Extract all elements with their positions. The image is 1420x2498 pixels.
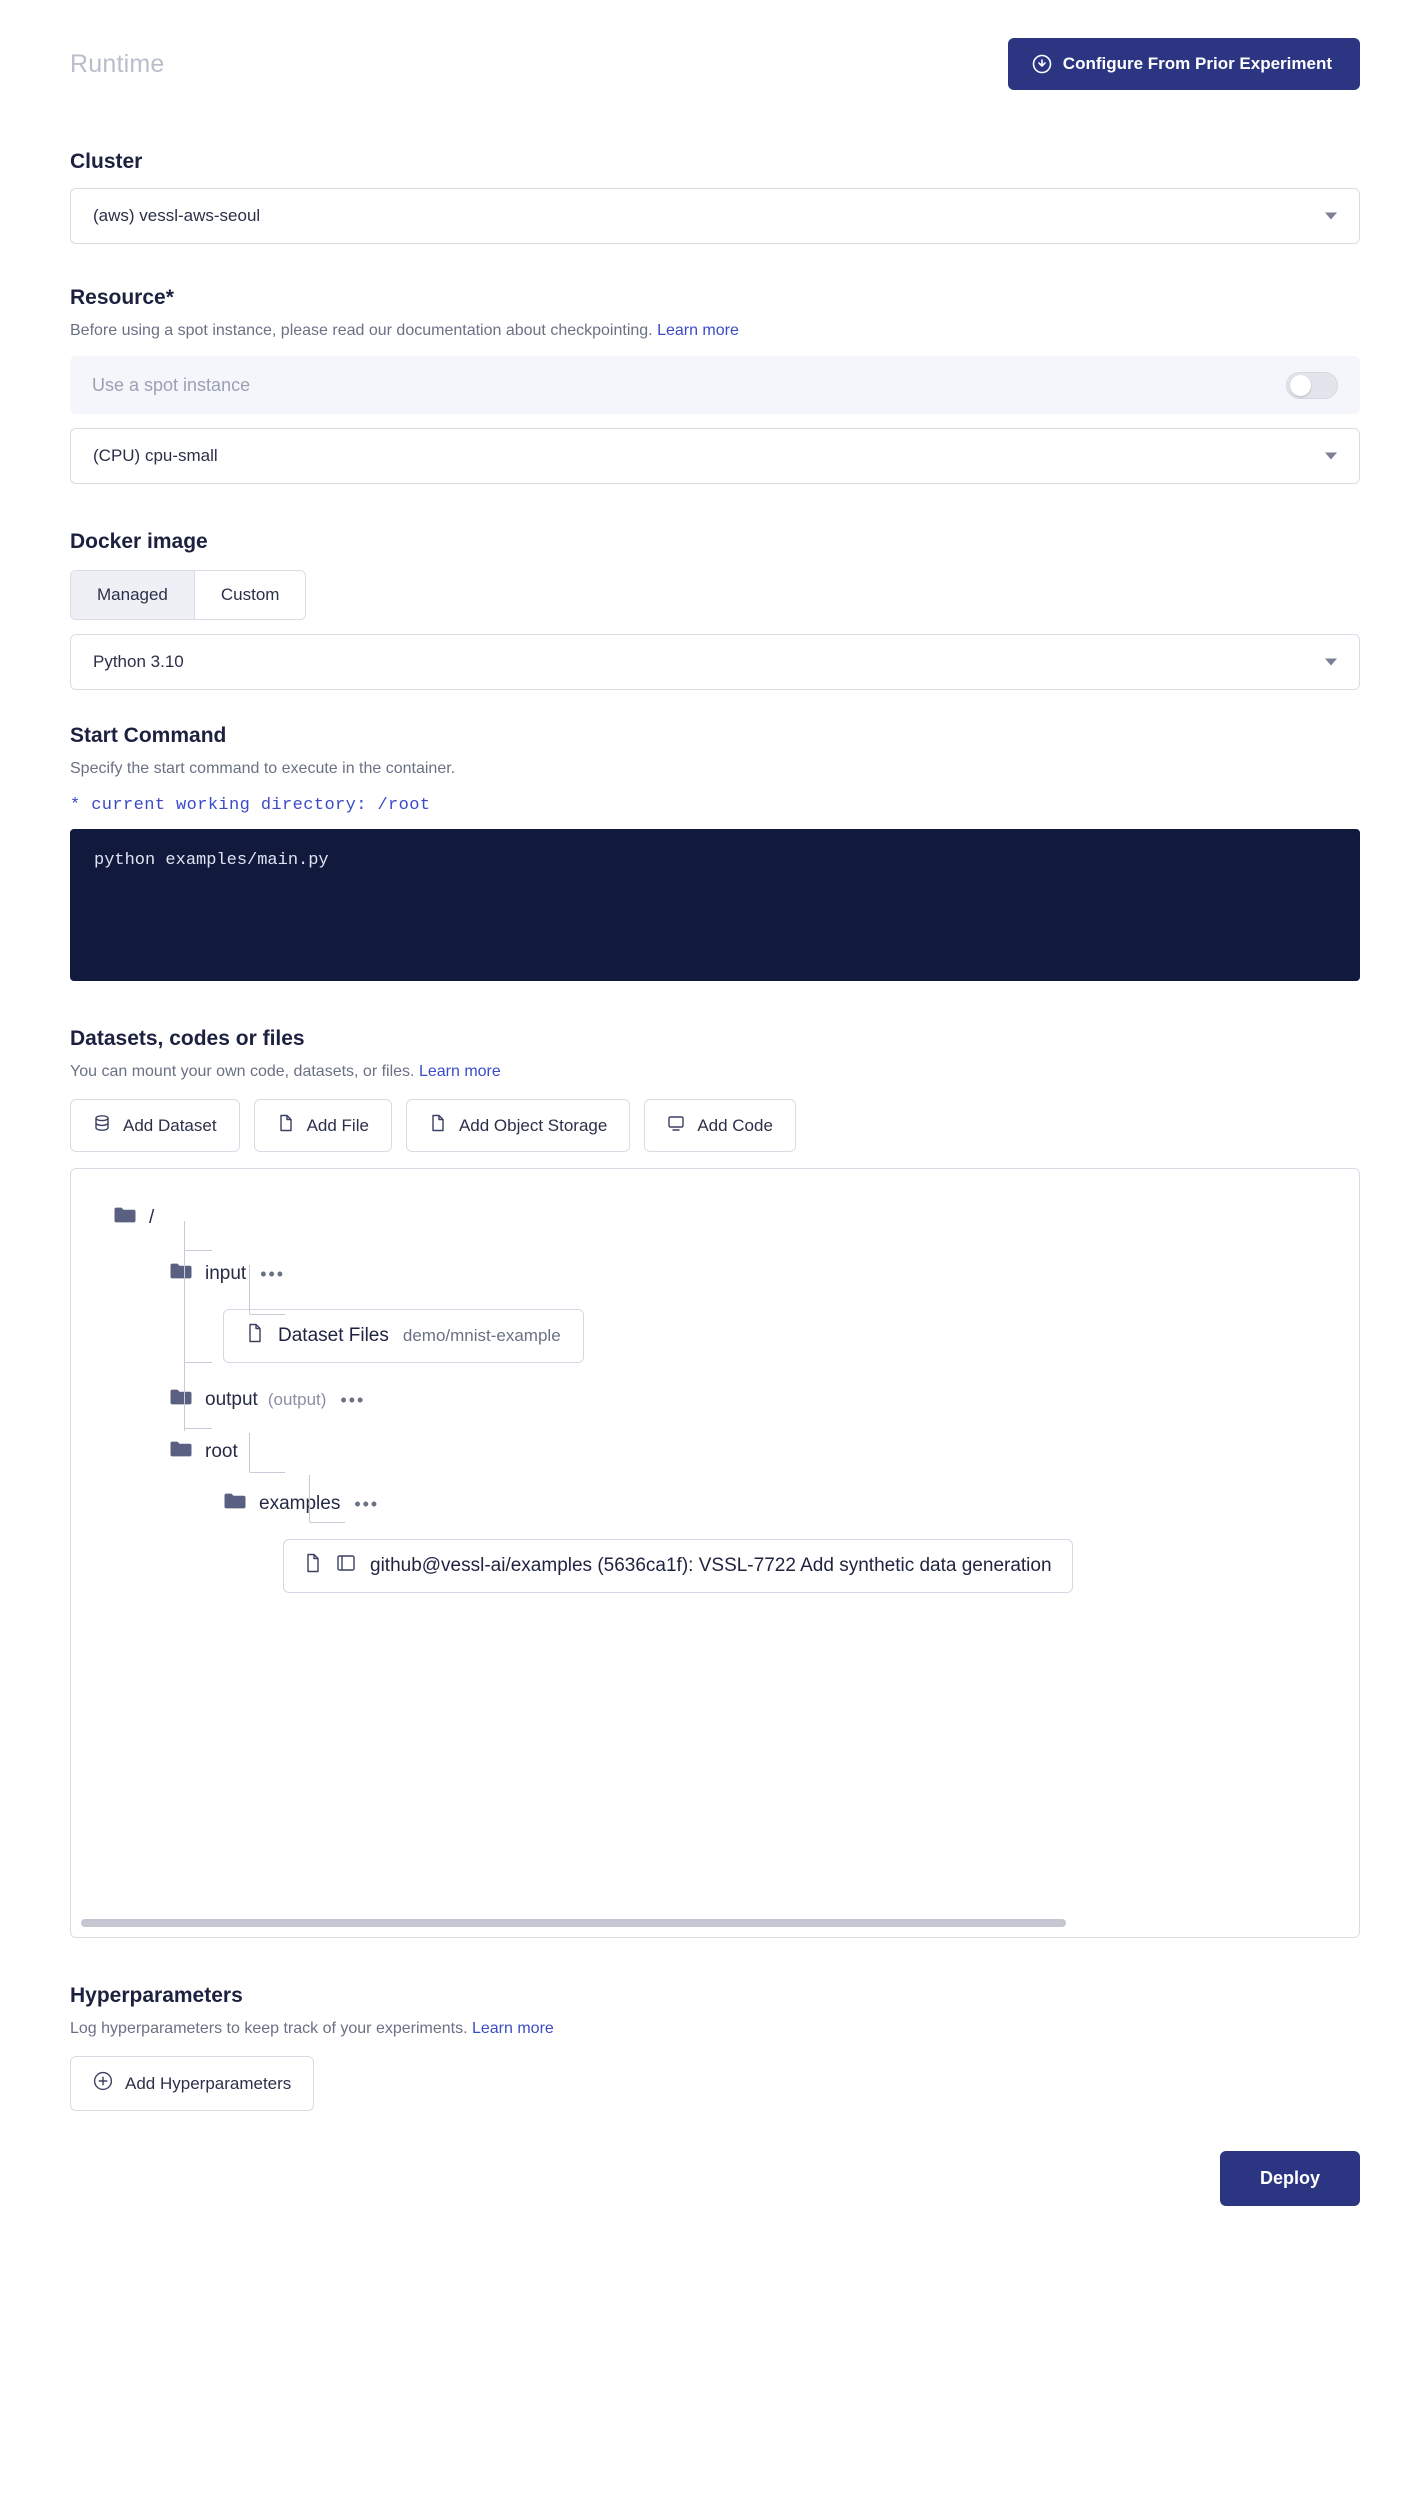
tree-item-root-label: / (149, 1207, 155, 1228)
file-tree-horizontal-scrollbar[interactable] (81, 1919, 1066, 1927)
tree-item-output-tag: (output) (267, 1390, 327, 1409)
add-object-storage-label: Add Object Storage (458, 1115, 608, 1135)
code-source-chip-label: github@vessl-ai/examples (5636ca1f): VSSL-7722 Add synthetic data generation (370, 1555, 1052, 1576)
code-chip-wrap (71, 1539, 1359, 1593)
folder-icon (223, 1491, 247, 1517)
tree-connector (309, 1475, 345, 1523)
tree-item-root-dir-label: root (205, 1441, 238, 1462)
tab-managed[interactable]: Managed (71, 571, 194, 619)
chevron-down-icon (1325, 213, 1337, 220)
datasets-helper-text: You can mount your own code, datasets, or files. (70, 1063, 415, 1080)
docker-image-label: Docker image (70, 530, 208, 553)
docker-image-select[interactable] (70, 634, 1360, 690)
dataset-files-chip-wrap (71, 1309, 1359, 1363)
add-dataset-button[interactable] (70, 1099, 240, 1152)
resource-label: Resource* (70, 286, 174, 309)
datasets-button-row (70, 1099, 1360, 1152)
add-dataset-label: Add Dataset (123, 1115, 217, 1135)
tree-connector (184, 1221, 212, 1429)
datasets-helper (70, 1063, 1360, 1081)
resource-selected-value: (CPU) cpu-small (93, 446, 218, 465)
tree-connector (249, 1265, 285, 1315)
file-icon (277, 1114, 295, 1137)
cluster-section (70, 150, 1360, 244)
tree-item-output[interactable] (71, 1379, 1359, 1421)
resource-learn-more-link[interactable]: Learn more (657, 322, 739, 339)
dataset-files-chip-subtitle: demo/mnist-example (402, 1326, 561, 1345)
hyperparameters-helper (70, 2020, 1360, 2038)
cluster-select[interactable] (70, 188, 1360, 244)
deploy-row (70, 2151, 1360, 2206)
book-icon (336, 1554, 356, 1578)
current-working-directory-note: * current working directory: /root (70, 796, 431, 815)
hyperparameters-learn-more-link[interactable]: Learn more (471, 2020, 554, 2037)
add-file-button[interactable] (254, 1099, 392, 1152)
chevron-down-icon (1325, 453, 1337, 460)
docker-image-selected-value: Python 3.10 (93, 652, 184, 671)
resource-section (70, 286, 1360, 484)
start-command-input[interactable]: python examples/main.py (70, 829, 1360, 981)
file-tree (71, 1169, 1359, 1593)
tree-item-output-label: output (205, 1389, 258, 1410)
start-command-helper: Specify the start command to execute in the container. (70, 760, 456, 777)
start-command-label: Start Command (70, 724, 227, 747)
hyperparameters-section (70, 1984, 1360, 2111)
datasets-learn-more-link[interactable]: Learn more (418, 1063, 501, 1080)
code-source-chip[interactable] (283, 1539, 1073, 1593)
hyperparameters-button-row (70, 2056, 1360, 2111)
file-icon (304, 1553, 322, 1579)
datasets-label: Datasets, codes or files (70, 1027, 305, 1050)
folder-icon (169, 1439, 193, 1465)
start-command-section (70, 724, 1360, 981)
chevron-down-icon (1325, 659, 1337, 666)
spot-instance-row (70, 356, 1360, 414)
tab-custom[interactable]: Custom (194, 571, 306, 619)
page-header (70, 0, 1360, 90)
tree-item-examples-menu[interactable]: ••• (354, 1493, 380, 1514)
spot-instance-label: Use a spot instance (92, 374, 251, 395)
add-hyperparameters-label: Add Hyperparameters (125, 2073, 292, 2093)
folder-icon (113, 1205, 137, 1231)
dataset-files-chip-title: Dataset Files (278, 1325, 389, 1346)
add-code-button[interactable] (644, 1099, 796, 1152)
add-file-label: Add File (306, 1115, 369, 1135)
tree-connector (249, 1433, 285, 1473)
toggle-knob (1290, 375, 1311, 396)
add-code-label: Add Code (697, 1115, 773, 1135)
page-title: Runtime (70, 49, 165, 78)
database-icon (93, 1114, 111, 1137)
add-hyperparameters-button[interactable] (70, 2056, 314, 2111)
configure-from-prior-experiment-label: Configure From Prior Experiment (1062, 54, 1332, 73)
add-object-storage-button[interactable] (406, 1099, 630, 1152)
file-icon (246, 1323, 264, 1349)
tree-item-input-menu[interactable]: ••• (260, 1263, 286, 1284)
resource-helper-text: Before using a spot instance, please read our documentation about checkpointing. (70, 322, 653, 339)
tree-item-examples-label: examples (259, 1493, 341, 1514)
resource-select[interactable] (70, 428, 1360, 484)
hyperparameters-label: Hyperparameters (70, 1984, 243, 2007)
download-circle-icon (1032, 54, 1052, 74)
tree-item-output-menu[interactable]: ••• (340, 1389, 366, 1410)
cluster-label: Cluster (70, 150, 143, 173)
plus-circle-icon (93, 2071, 113, 2096)
file-tree-panel (70, 1168, 1360, 1938)
deploy-button[interactable]: Deploy (1220, 2151, 1360, 2206)
spot-instance-toggle[interactable] (1286, 372, 1338, 399)
hyperparameters-helper-text: Log hyperparameters to keep track of your experiments. (70, 2020, 468, 2037)
docker-image-section (70, 530, 1360, 690)
tree-item-root[interactable] (71, 1197, 1359, 1239)
configure-from-prior-experiment-button[interactable] (1008, 38, 1360, 90)
monitor-icon (667, 1114, 685, 1137)
file-icon (429, 1114, 447, 1137)
dataset-files-chip[interactable] (223, 1309, 584, 1363)
tree-item-examples[interactable] (71, 1483, 1359, 1525)
tree-item-input-label: input (205, 1263, 247, 1284)
runtime-form (70, 0, 1360, 2206)
cluster-selected-value: (aws) vessl-aws-seoul (93, 206, 261, 225)
docker-image-tabs (70, 570, 306, 620)
resource-helper (70, 322, 1360, 340)
datasets-section (70, 1027, 1360, 1938)
